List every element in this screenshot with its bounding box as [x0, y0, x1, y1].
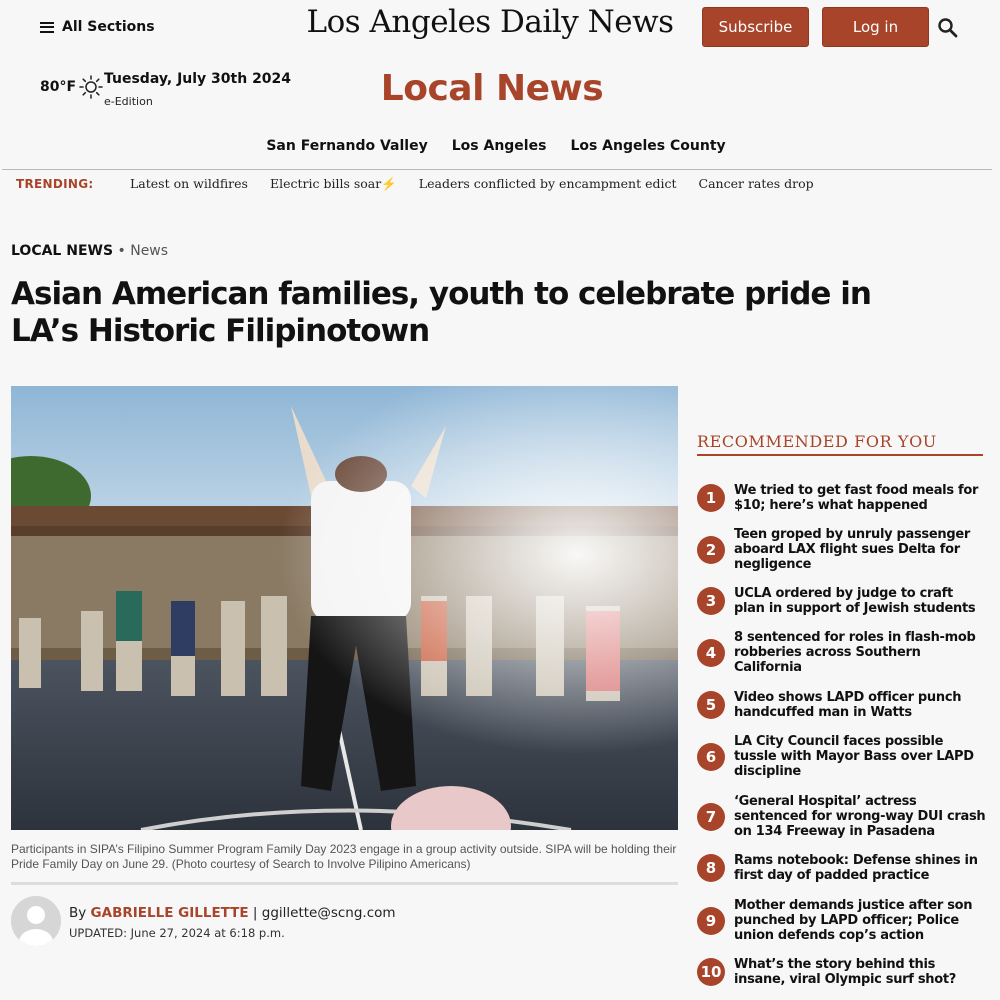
rank-badge: 4 [697, 639, 725, 667]
subscribe-button[interactable]: Subscribe [702, 7, 809, 47]
recommended-item[interactable] [697, 957, 987, 987]
article-hero-image[interactable] [11, 386, 678, 830]
rank-badge: 5 [697, 691, 725, 719]
rank-badge: 7 [697, 803, 725, 831]
rank-badge: 10 [697, 958, 725, 986]
trending-item[interactable] [270, 176, 397, 192]
rank-badge: 9 [697, 907, 725, 935]
sun-icon [78, 74, 104, 100]
all-sections-label: All Sections [62, 19, 155, 35]
trending-list [130, 176, 814, 192]
byline-separator: | [248, 905, 262, 921]
caption-divider [11, 882, 678, 885]
recommended-headline[interactable]: ‘General Hospital’ actress sentenced for wrong-way DUI crash on 134 Freeway in Pasadena [734, 794, 986, 839]
recommended-headline[interactable]: 8 sentenced for roles in flash-mob robberies across Southern California [734, 630, 976, 675]
trending-label: TRENDING: [16, 177, 94, 191]
masthead-logo[interactable]: Los Angeles Daily News [306, 4, 674, 40]
recommended-headline[interactable]: Rams notebook: Defense shines in first day of padded practice [734, 853, 978, 883]
recommended-item[interactable] [697, 734, 987, 779]
recommended-item[interactable] [697, 690, 987, 720]
recommended-item[interactable] [697, 483, 987, 513]
recommended-title: RECOMMENDED FOR YOU [697, 432, 937, 451]
subnav-los-angeles-county[interactable]: Los Angeles County [570, 138, 726, 154]
recommended-headline[interactable]: We tried to get fast food meals for $10; here’s what happened [734, 483, 979, 513]
rank-badge: 2 [697, 536, 725, 564]
trending-item[interactable]: Latest on wildfires [130, 176, 248, 191]
kicker-separator: • [113, 243, 131, 259]
all-sections-menu-button[interactable] [40, 16, 155, 38]
byline-prefix: By [69, 905, 91, 921]
rank-badge: 3 [697, 587, 725, 615]
recommended-item[interactable] [697, 630, 987, 675]
recommended-rule [697, 454, 983, 456]
current-date: Tuesday, July 30th 2024 [104, 71, 292, 87]
recommended-item[interactable] [697, 794, 987, 839]
author-email-link[interactable]: ggillette@scng.com [261, 905, 396, 921]
weather-widget[interactable] [40, 74, 104, 100]
trending-item[interactable]: Cancer rates drop [698, 176, 814, 191]
rank-badge: 6 [697, 743, 725, 771]
header-divider [2, 169, 992, 170]
login-button[interactable]: Log in [822, 7, 929, 47]
article-headline: Asian American families, youth to celebrate pride in LA’s Historic Filipinotown [11, 276, 871, 349]
author-link[interactable]: GABRIELLE GILLETTE [90, 905, 249, 921]
subnav-los-angeles[interactable]: Los Angeles [451, 138, 547, 154]
rank-badge: 8 [697, 854, 725, 882]
menu-icon [40, 22, 54, 33]
recommended-headline[interactable]: What’s the story behind this insane, viral Olympic surf shot? [734, 957, 957, 987]
recommended-item[interactable] [697, 586, 987, 616]
recommended-headline[interactable]: LA City Council faces possible tussle with Mayor Bass over LAPD discipline [734, 734, 974, 779]
rank-badge: 1 [697, 484, 725, 512]
kicker-section-link[interactable]: LOCAL NEWS [11, 243, 114, 259]
author-avatar[interactable] [11, 896, 61, 946]
recommended-headline[interactable]: Mother demands justice after son punched by LAPD officer; Police union defends cop’s action [734, 898, 973, 943]
temperature: 80°F [40, 79, 77, 95]
search-icon[interactable] [936, 16, 960, 40]
recommended-item[interactable] [697, 527, 987, 572]
article-kicker [11, 243, 168, 259]
recommended-headline[interactable]: UCLA ordered by judge to craft plan in support of Jewish students [734, 586, 976, 616]
lightning-bolt-icon: ⚡ [381, 176, 397, 191]
recommended-headline[interactable]: Teen groped by unruly passenger aboard LAX flight sues Delta for negligence [734, 527, 970, 572]
updated-timestamp: UPDATED: June 27, 2024 at 6:18 p.m. [69, 926, 285, 940]
image-caption: Participants in SIPA’s Filipino Summer Program Family Day 2023 engage in a group activity outside. SIPA will be holding their Pride Family Day on June 29. (Photo courtesy of Search to Involve Pilipino Americans) [11, 842, 677, 871]
byline [69, 905, 396, 921]
section-subnav [0, 138, 992, 154]
subnav-san-fernando-valley[interactable]: San Fernando Valley [266, 138, 428, 154]
kicker-sub-link[interactable]: News [130, 243, 169, 259]
recommended-item[interactable] [697, 898, 987, 943]
section-title[interactable]: Local News [380, 68, 604, 109]
recommended-headline[interactable]: Video shows LAPD officer punch handcuffed man in Watts [734, 690, 962, 720]
recommended-item[interactable] [697, 853, 987, 883]
trending-item-label: Electric bills soar [269, 176, 382, 191]
e-edition-link[interactable]: e-Edition [104, 95, 153, 108]
trending-item[interactable]: Leaders conflicted by encampment edict [418, 176, 677, 191]
